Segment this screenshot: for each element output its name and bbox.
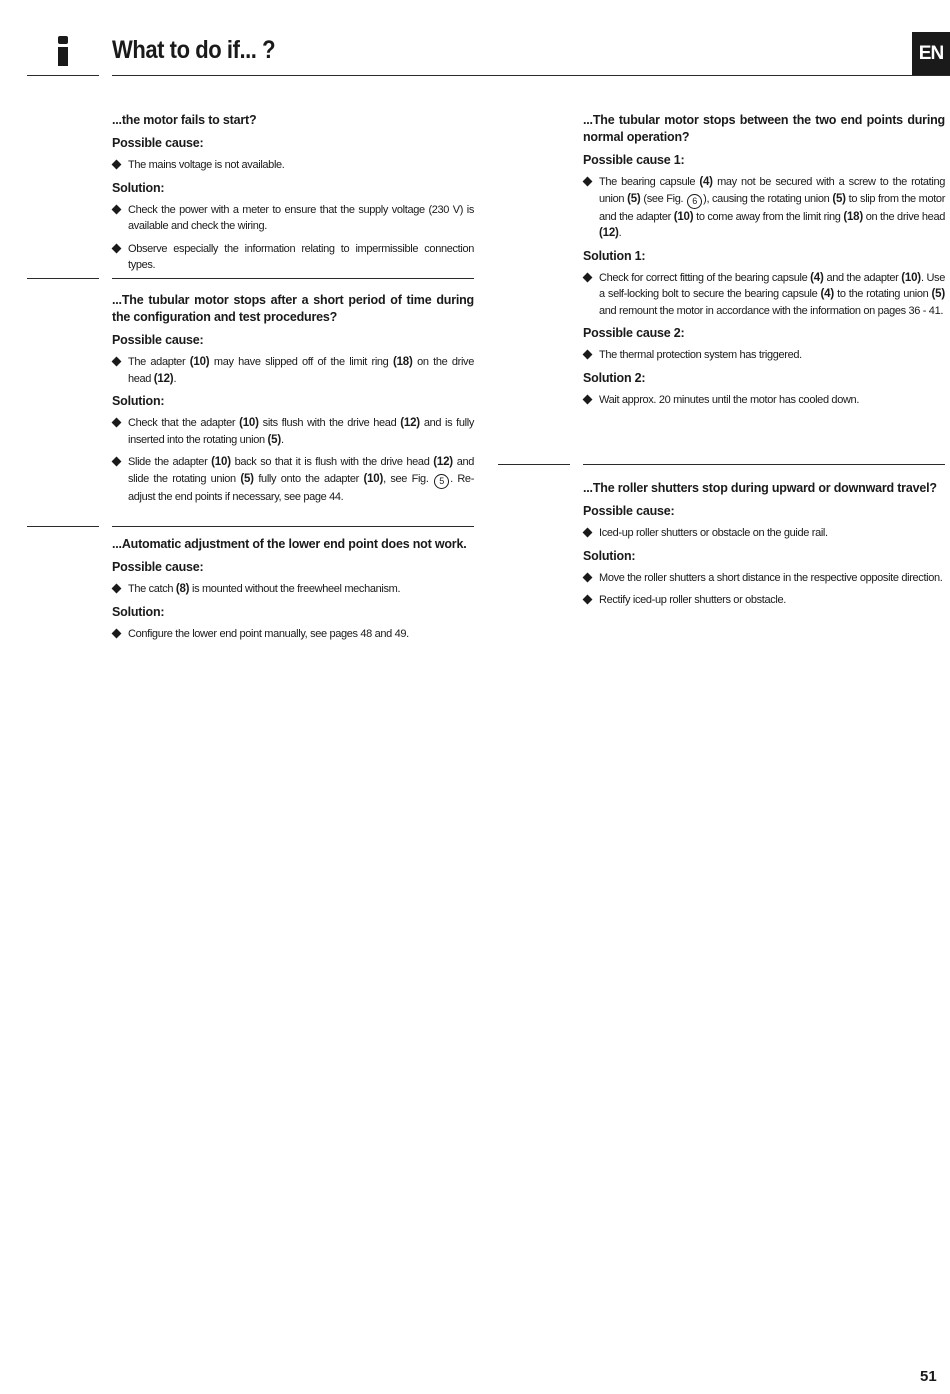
solution-bullet: Wait approx. 20 minutes until the motor has cooled down. [583, 392, 945, 409]
section-question: ...the motor fails to start? [112, 113, 257, 127]
section-question: ...The tubular motor stops between the two end points during normal operation? [583, 113, 945, 144]
cause-bullet: Iced-up roller shutters or obstacle on the guide rail. [583, 525, 945, 542]
solution-label: Solution: [112, 604, 165, 619]
diamond-bullet-icon [583, 350, 593, 360]
diamond-bullet-icon [583, 595, 593, 605]
figure-reference-icon: 6 [687, 194, 702, 209]
solution-label: Solution: [583, 548, 636, 563]
cause-bullet: The mains voltage is not available. [112, 157, 474, 174]
possible-cause-label: Possible cause: [112, 333, 204, 347]
solution-label: Solution: [112, 394, 165, 408]
solution-bullet: Move the roller shutters a short distance in the respective opposite direction. [583, 570, 945, 587]
section-roller-shutters-stop [583, 480, 945, 615]
solution-bullet: Check that the adapter (10) sits flush with the drive head (12) and is fully inserted into the rotating union (5). [112, 415, 474, 448]
header-rule-long [112, 75, 950, 76]
diamond-bullet-icon [583, 572, 593, 582]
divider-right-short [498, 464, 570, 465]
page-title: What to do if... ? [112, 36, 276, 64]
info-icon [54, 36, 72, 66]
figure-reference-icon: 5 [434, 474, 449, 489]
section-lower-end-point-adjustment [112, 536, 474, 648]
section-motor-stops-during-configuration [112, 292, 474, 511]
divider-left-2-long [112, 526, 474, 527]
diamond-bullet-icon [112, 357, 122, 367]
divider-right-long [583, 464, 945, 465]
info-icon-dot [58, 36, 68, 44]
cause-bullet: The bearing capsule (4) may not be secured with a screw to the rotating union (5) (see Fig. 6 ), causing the rotating union (5) to slip from the motor and the adapter (10) to come away from the limit ring (18) on the drive head (12). [583, 174, 945, 242]
header-rule-short [27, 75, 99, 76]
possible-cause-label: Possible cause: [112, 560, 204, 574]
solution-2-label: Solution 2: [583, 370, 646, 385]
section-motor-fails-to-start [112, 112, 474, 280]
diamond-bullet-icon [112, 457, 122, 467]
solution-bullet: Configure the lower end point manually, see pages 48 and 49. [112, 626, 474, 643]
info-icon-stem [58, 47, 68, 66]
cause-bullet: The adapter (10) may have slipped off of the limit ring (18) on the drive head (12). [112, 354, 474, 387]
diamond-bullet-icon [583, 528, 593, 538]
solution-bullet: Slide the adapter (10) back so that it is flush with the drive head (12) and slide the rotating union (5) fully onto the adapter (10), see Fig. 5 . Re-adjust the end points if necessary, see page 44. [112, 454, 474, 505]
solution-1-label: Solution 1: [583, 248, 646, 263]
possible-cause-2-label: Possible cause 2: [583, 326, 685, 340]
cause-bullet: The catch (8) is mounted without the freewheel mechanism. [112, 581, 474, 598]
diamond-bullet-icon [112, 243, 122, 253]
section-question: ...Automatic adjustment of the lower end point does not work. [112, 537, 467, 551]
divider-left-2-short [27, 526, 99, 527]
solution-bullet: Check the power with a meter to ensure that the supply voltage (230 V) is available and check the wiring. [112, 202, 474, 235]
possible-cause-label: Possible cause: [112, 136, 204, 150]
divider-left-1-short [27, 278, 99, 279]
solution-label: Solution: [112, 180, 165, 195]
solution-bullet: Observe especially the information relating to impermissible connection types. [112, 241, 474, 274]
diamond-bullet-icon [112, 628, 122, 638]
section-question: ...The tubular motor stops after a short period of time during the configuration and test procedures? [112, 293, 474, 324]
possible-cause-label: Possible cause: [583, 504, 675, 518]
page-number: 51 [920, 1368, 937, 1385]
diamond-bullet-icon [112, 418, 122, 428]
cause-bullet: The thermal protection system has triggered. [583, 347, 945, 364]
diamond-bullet-icon [112, 584, 122, 594]
section-motor-stops-between-end-points [583, 112, 945, 414]
solution-bullet: Check for correct fitting of the bearing capsule (4) and the adapter (10). Use a self-locking bolt to secure the bearing capsule (4) to the rotating union (5) and remount the motor in accordance with the information on pages 36 - 41. [583, 270, 945, 320]
diamond-bullet-icon [112, 204, 122, 214]
diamond-bullet-icon [583, 394, 593, 404]
diamond-bullet-icon [583, 177, 593, 187]
language-badge: EN [912, 32, 950, 76]
diamond-bullet-icon [112, 160, 122, 170]
possible-cause-1-label: Possible cause 1: [583, 153, 685, 167]
diamond-bullet-icon [583, 272, 593, 282]
solution-bullet: Rectify iced-up roller shutters or obstacle. [583, 592, 945, 609]
section-question: ...The roller shutters stop during upward or downward travel? [583, 481, 937, 495]
